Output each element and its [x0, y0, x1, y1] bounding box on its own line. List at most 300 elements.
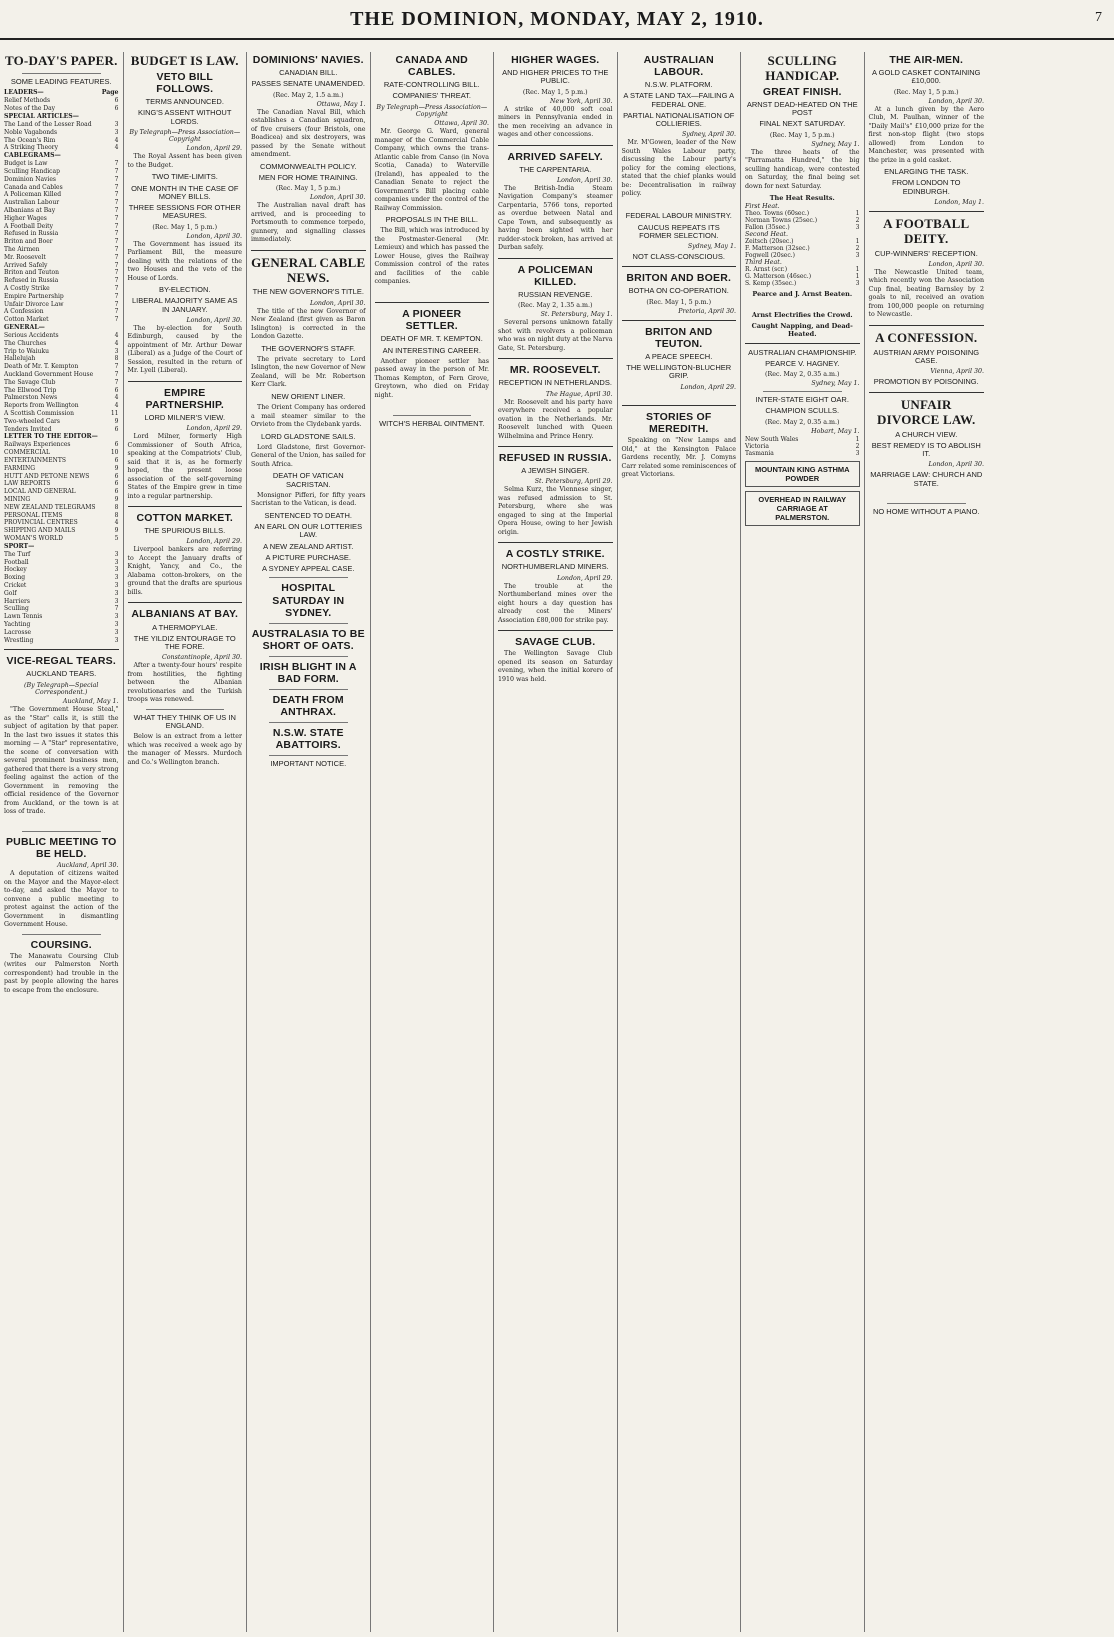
index-page: 3 — [114, 574, 119, 582]
index-page: 4 — [114, 394, 119, 402]
index-page: 6 — [114, 441, 119, 449]
index-entry — [4, 418, 119, 426]
agency-line: By Telegraph—Press Association—Copyright — [376, 103, 488, 118]
dateline-place: London, April 29. — [186, 425, 242, 433]
subheading: NORTHUMBERLAND MINERS. — [501, 562, 609, 572]
index-entry — [4, 207, 119, 215]
index-entry — [4, 308, 119, 316]
index-page: 7 — [114, 253, 119, 261]
index-label: Harriers — [4, 597, 30, 605]
hospital-saturday-heading: HOSPITAL SATURDAY IN SYDNEY. — [272, 582, 345, 619]
advert-heading: NO HOME WITHOUT A PIANO. — [872, 507, 980, 517]
index-label: Auckland Government House — [4, 370, 94, 378]
index-entry — [4, 512, 119, 520]
article-continuation — [869, 491, 985, 500]
subheading: DEATH OF MR. T. KEMPTON. — [380, 334, 483, 344]
state-results — [745, 436, 860, 457]
subheading: PROMOTION BY POISONING. — [873, 377, 979, 387]
index-page: 6 — [114, 105, 119, 113]
index-page: 7 — [114, 191, 119, 199]
index-page: 7 — [114, 284, 119, 292]
arrived-safely-heading: ARRIVED SAFELY. — [507, 150, 603, 163]
index-label: Wrestling — [4, 636, 34, 644]
index-entry — [4, 105, 119, 113]
index-label: A Costly Strike — [4, 284, 50, 292]
received-time: (Rec. May 2, 1.35 a.m.) — [518, 302, 593, 310]
subheading: WHAT THEY THINK OF US IN ENGLAND. — [133, 712, 236, 731]
index-entry — [4, 137, 119, 145]
index-label: Palmerston News — [4, 394, 58, 402]
index-page: 6 — [114, 386, 119, 394]
index-label: A Confession — [4, 308, 44, 316]
subheading: PASSES SENATE UNAMENDED. — [251, 79, 365, 89]
vice-regal-subheading: AUCKLAND TEARS. — [26, 669, 97, 679]
index-page: 7 — [114, 230, 119, 238]
subheading: A PICTURE PURCHASE. — [265, 552, 351, 562]
heat-table — [745, 238, 860, 259]
empire-partnership-heading: EMPIRE PARTNERSHIP. — [145, 386, 224, 411]
dateline-place: London, April 30. — [556, 176, 613, 184]
column-7 — [741, 52, 865, 1632]
column-6 — [618, 52, 742, 1632]
index-page: 7 — [114, 300, 119, 308]
anthrax-heading: DEATH FROM ANTHRAX. — [272, 693, 344, 718]
page-number: 7 — [1095, 10, 1102, 25]
subheading: LIBERAL MAJORITY SAME AS IN JANUARY. — [132, 296, 238, 314]
dateline: (By Telegraph—Special Correspondent.) — [24, 681, 99, 696]
subheading: A THERMOPYLAE. — [152, 622, 218, 632]
subheading: CANADIAN BILL. — [279, 68, 338, 78]
article-body: After a twenty-four hours' respite from hostilities, the fighting between the Albanian revolutionaries and the Turkish troops was renewed. — [127, 662, 242, 704]
dateline-place: London, April 30. — [928, 260, 984, 268]
contents-index — [4, 89, 119, 644]
heat-row: Norman Towns (25sec.) 2 — [745, 217, 860, 225]
index-entry — [4, 551, 119, 559]
index-entry — [4, 629, 119, 637]
subheading: FROM LONDON TO EDINBURGH. — [892, 178, 961, 196]
dateline-place: St. Petersburg, April 29. — [534, 478, 613, 486]
article-body: "The Government House Steal," as the "Star" calls it, is still the subject of agitation by that paper. In the last two issues it states this morning — A "Star" representative, the scene of conversation with several prominent business men, gathered that there is a very strong feeling against the action of the Government in removing the official residence of the Governor from Auckland, or the town is at loss of trade. — [4, 706, 119, 816]
article-body: The British-India Steam Navigation Company's steamer Carpentaria, 5766 tons, reported as overdue between Natal and Cape Town, and subsequently as having been sighted with her rudder-stock broken, has arrived at Durban safely. — [498, 184, 613, 252]
heat-name: Third Heat. — [745, 259, 782, 267]
index-entry — [4, 590, 119, 598]
subheading: THE WELLINGTON-BLUCHER GRIP. — [626, 363, 732, 381]
received-time: (Rec. May 1, 5 p.m.) — [646, 298, 712, 306]
general-cable-news-heading: GENERAL CABLE NEWS. — [251, 254, 366, 285]
article-continuation — [622, 482, 737, 491]
dateline-place: Sydney, May 1. — [687, 243, 736, 251]
article-body: The Newcastle United team, which recently won the Association Cup final, beating Barnsley by 2 goals to nil, received an ovation from 100,000 people on returning to Newcastle. — [868, 268, 984, 319]
index-label: PROVINCIAL CENTRES — [4, 519, 78, 527]
heat-name: First Heat. — [745, 203, 780, 211]
index-page: 9 — [114, 464, 119, 472]
subheading: FINAL NEXT SATURDAY. — [759, 119, 846, 129]
index-page: 3 — [114, 120, 119, 128]
index-entry — [4, 473, 119, 481]
subheading: RUSSIAN REVENGE. — [518, 290, 593, 299]
index-label: Cricket — [4, 581, 27, 589]
dateline-place: Sydney, May 1. — [811, 140, 860, 148]
index-entry — [4, 191, 119, 199]
index-page: 3 — [114, 636, 119, 644]
index-entry — [4, 340, 119, 348]
subheading: THE NEW GOVERNOR'S TITLE. — [252, 287, 364, 297]
heat-row: G. Matterson (46sec.) 1 — [745, 273, 860, 281]
index-entry — [4, 262, 119, 270]
coursing-heading: COURSING. — [30, 938, 92, 951]
index-label: HUTT AND PETONE NEWS — [4, 472, 90, 480]
meredith-heading: STORIES OF MEREDITH. — [646, 411, 712, 436]
article-body: Mr. M'Gowen, leader of the New South Wales Labour party, discussing the Labour party's policy for the coming elections, stated that the chief planks would be: Decentralisation in railway policy. — [621, 139, 736, 198]
dateline-place: Constantinople, April 30. — [161, 654, 242, 662]
index-label: Australian Labour — [4, 199, 60, 207]
advertisement — [745, 461, 860, 487]
subheading: INTER-STATE EIGHT OAR. — [755, 395, 849, 405]
subheading: PARTIAL NATIONALISATION OF COLLIERIES. — [623, 110, 735, 129]
article-body: Liverpool bankers are referring to Accept the January drafts of Knight, Yancy, and Co., the Alabama cotton-brokers, on the ground that the drafts are spurious bills. — [127, 546, 242, 596]
column-3 — [247, 52, 371, 1632]
column-2 — [124, 52, 248, 1632]
subheading: A PEACE SPEECH. — [645, 351, 713, 361]
index-page: 4 — [114, 136, 119, 144]
subheading: ARNST DEAD-HEATED ON THE POST — [746, 99, 858, 118]
subheading: ENLARGING THE TASK. — [884, 167, 969, 177]
state-row: Tasmania 3 — [745, 449, 860, 457]
subheading: THE YILDIZ ENTOURAGE TO THE FORE. — [133, 633, 236, 652]
subheading: PROPOSALS IN THE BILL. — [385, 215, 478, 225]
heat-row: Fallon (35sec.) 3 — [745, 224, 860, 232]
index-label: The Churches — [4, 339, 47, 347]
index-label: The Savage Club — [4, 378, 56, 386]
abattoirs-heading: N.S.W. STATE ABATTOIRS. — [272, 727, 344, 752]
index-entry — [4, 637, 119, 645]
subheading: SENTENCED TO DEATH. — [264, 510, 352, 520]
index-label: ENTERTAINMENTS — [4, 456, 66, 464]
index-page: 11 — [110, 409, 119, 417]
index-label: Noble Vagabonds — [4, 128, 58, 136]
great-finish-heading: GREAT FINISH. — [762, 85, 842, 98]
index-label: FARMING — [4, 464, 36, 472]
dateline-place: Hobart, May 1. — [811, 427, 860, 435]
index-entry — [4, 152, 119, 160]
index-entry — [4, 89, 119, 97]
index-page: 4 — [114, 402, 119, 410]
subheading: AUSTRIAN ARMY POISONING CASE. — [873, 347, 980, 366]
index-entry — [4, 316, 119, 324]
advert-heading: WITCH'S HERBAL OINTMENT. — [379, 418, 485, 428]
index-label: Golf — [4, 589, 17, 597]
received-time: (Rec. May 1, 5 p.m.) — [275, 185, 341, 193]
index-label: Unfair Divorce Law — [4, 300, 64, 308]
index-entry — [4, 184, 119, 192]
advertisement — [745, 491, 860, 526]
subheading: A CHURCH VIEW. — [895, 429, 958, 439]
index-page: 3 — [114, 597, 119, 605]
index-page: 8 — [114, 511, 119, 519]
dateline-place: London, April 30. — [309, 299, 366, 307]
subheading: FEDERAL LABOUR MINISTRY. — [625, 211, 732, 221]
subheading: LORD MILNER'S VIEW. — [144, 412, 226, 422]
index-label: Briton and Teuton — [4, 269, 60, 277]
dateline-place: Sydney, May 1. — [811, 380, 860, 388]
dateline-place: Vienna, April 30. — [930, 368, 984, 376]
index-entry — [4, 332, 119, 340]
index-label: The Turf — [4, 550, 31, 558]
article-continuation — [375, 289, 490, 298]
article-continuation — [622, 392, 737, 401]
cotton-market-heading: COTTON MARKET. — [136, 512, 234, 525]
received-time: (Rec. May 1, 5 p.m.) — [152, 223, 218, 231]
index-page: 7 — [114, 308, 119, 316]
index-entry — [4, 215, 119, 223]
index-page: 7 — [114, 363, 119, 371]
article-body: The trouble at the Northumberland mines over the eight hours a day question has already cost the Miners' Association £80,000 for strike pay. — [498, 582, 613, 624]
dateline-place: London, May 1. — [934, 198, 984, 206]
index-page: 7 — [114, 370, 119, 378]
index-entry — [4, 176, 119, 184]
subheading: COMPANIES' THREAT. — [392, 91, 472, 101]
index-label: Relief Methods — [4, 97, 51, 105]
navies-heading: DOMINIONS' NAVIES. — [252, 54, 364, 66]
index-page: 3 — [114, 128, 119, 136]
article-body: At a lunch given by the Aero Club, M. Paulhan, winner of the "Daily Mail's" £10,000 prize for the first non-stop flight (two stops allowed) from London to Manchester, was presented with the prize in a gold casket. — [868, 105, 984, 164]
column-8 — [865, 52, 989, 1632]
index-page: 7 — [114, 605, 119, 613]
budget-heading: BUDGET IS LAW. — [130, 53, 239, 68]
index-page: 7 — [114, 378, 119, 386]
index-page: 6 — [114, 97, 119, 105]
article-body: The Royal Assent has been given to the Budget. — [127, 153, 242, 169]
subheading: AN INTERESTING CAREER. — [382, 345, 481, 355]
confession-heading: A CONFESSION. — [875, 329, 978, 345]
heat-results — [745, 203, 860, 287]
heat-row: S. Kemp (35sec.) 3 — [745, 280, 860, 288]
index-label: Boxing — [4, 574, 26, 582]
football-deity-heading: A FOOTBALL DEITY. — [883, 215, 970, 246]
subheading: THE SPURIOUS BILLS. — [144, 526, 226, 536]
columns — [0, 52, 1114, 1632]
index-label: Arrived Safely — [4, 261, 48, 269]
index-label: LOCAL AND GENERAL — [4, 488, 76, 496]
index-entry — [4, 129, 119, 137]
index-page: 4 — [114, 144, 119, 152]
index-entry — [4, 433, 119, 441]
index-entry — [4, 160, 119, 168]
subheading: ONE MONTH IN THE CASE OF MONEY BILLS. — [131, 183, 239, 201]
subheading: BY-ELECTION. — [159, 285, 211, 295]
index-page: 3 — [114, 589, 119, 597]
article-body: Lord Gladstone, first Governor-General of the Union, has sailed for South Africa. — [251, 443, 366, 468]
index-page: 8 — [114, 355, 119, 363]
subheading: Arnst Electrifies the Crowd. — [751, 310, 853, 319]
index-entry — [4, 566, 119, 574]
index-label: Refused in Russia — [4, 230, 59, 238]
subheading: NOT CLASS-CONSCIOUS. — [632, 252, 725, 262]
index-page: 7 — [114, 183, 119, 191]
heat-row: Theo. Towns (60sec.) 1 — [745, 210, 860, 218]
costly-strike-heading: A COSTLY STRIKE. — [505, 548, 605, 561]
index-label: WOMAN'S WORLD — [4, 534, 63, 542]
article-body: The Bill, which was introduced by the Postmaster-General (Mr. Lemieux) and which has passed the Lower House, gives the Railway Commission control of the rates and facilities of the cable companies. — [374, 227, 489, 286]
subheading: RECEPTION IN NETHERLANDS. — [498, 378, 612, 388]
article-body: Mr. George G. Ward, general manager of the Commercial Cable Company, which owns the trans-Atlantic cable from Canso (in Nova Scotia, Canada) to Waterville (Ireland), has appealed to the Canadian Senate to reject the Government's Bill placing cable companies under the control of the Railway Commission. — [374, 128, 489, 212]
dateline-place: Ottawa, April 30. — [434, 120, 489, 128]
received-time: (Rec. May 1, 5 p.m.) — [893, 88, 959, 96]
index-entry — [4, 504, 119, 512]
dateline-place: London, April 29. — [680, 383, 736, 391]
subheading: MEN FOR HOME TRAINING. — [258, 172, 358, 182]
dateline-place: London, April 29. — [556, 574, 613, 582]
index-label: A Striking Theory — [4, 144, 59, 152]
index-page: 4 — [114, 331, 119, 339]
index-entry — [4, 254, 119, 262]
index-entry — [4, 605, 119, 613]
subheading: PEARCE V. HAGNEY. — [765, 358, 840, 368]
subheading: The Heat Results. — [769, 194, 835, 203]
index-entry — [4, 426, 119, 434]
heat-row: Fogwell (20sec.) 3 — [745, 252, 860, 260]
sculling-heading: SCULLING HANDICAP. — [765, 53, 840, 83]
index-label: A Football Deity — [4, 222, 53, 230]
index-page: 5 — [114, 534, 119, 542]
index-page: 3 — [114, 581, 119, 589]
article-body: The Orient Company has ordered a mail steamer similar to the Orvieto from the Clydebank yards. — [251, 404, 366, 429]
index-label: Hallelujah — [4, 355, 36, 363]
newspaper-title: THE DOMINION, MONDAY, MAY 2, 1910. — [350, 7, 764, 30]
briton-teuton-heading: BRITON AND TEUTON. — [645, 325, 713, 350]
subheading: CHAMPION SCULLS. — [765, 406, 840, 416]
index-label: PERSONAL ITEMS — [4, 511, 63, 519]
received-time: (Rec. May 1, 5 p.m.) — [769, 131, 835, 139]
advert-title: OVERHEAD IN RAILWAY CARRIAGE AT PALMERSTON. — [758, 494, 847, 522]
index-label: The Land of the Lesser Road — [4, 120, 92, 128]
column-4 — [371, 52, 495, 1632]
dateline-place: Sydney, April 30. — [681, 131, 736, 139]
index-label: Lacrosse — [4, 628, 32, 636]
heat-row: Zeitsch (20sec.) 1 — [745, 238, 860, 246]
index-page: 7 — [114, 269, 119, 277]
subheading: NEW ORIENT LINER. — [271, 391, 346, 401]
index-label: Hockey — [4, 566, 27, 574]
policeman-killed-heading: A POLICEMAN KILLED. — [517, 263, 593, 288]
index-label: Sculling Handicap — [4, 167, 60, 175]
index-label: Yachting — [4, 620, 31, 628]
index-page: 7 — [114, 175, 119, 183]
article-body: The private secretary to Lord Islington, the new Governor of New Zealand, will be Mr. Robertson Kerr Clark. — [251, 355, 366, 389]
index-entry — [4, 465, 119, 473]
index-entry — [4, 97, 119, 105]
index-entry — [4, 598, 119, 606]
index-label: LEADERS— — [4, 89, 44, 97]
index-page: 7 — [114, 245, 119, 253]
article-body: Monsignor Pifferi, for fifty years Sacristan to the Vatican, is dead. — [251, 491, 366, 508]
index-entry — [4, 355, 119, 363]
index-page: 9 — [114, 417, 119, 425]
index-page: 7 — [114, 214, 119, 222]
subheading: A NEW ZEALAND ARTIST. — [263, 541, 354, 551]
index-entry — [4, 269, 119, 277]
column-5 — [494, 52, 618, 1632]
index-label: Trip to Waiuku — [4, 347, 49, 355]
index-entry — [4, 527, 119, 535]
index-page: 7 — [114, 277, 119, 285]
article-body: The three heats of the "Parramatta Hundred," the big sculling handicap, were contested on Saturday, the final being set down for next Saturday. — [745, 148, 860, 190]
subheading: A STATE LAND TAX—FAILING A FEDERAL ONE. — [623, 91, 735, 109]
subheading: THREE SESSIONS FOR OTHER MEASURES. — [128, 203, 241, 221]
subheading: TERMS ANNOUNCED. — [145, 97, 224, 107]
subheading: MARRIAGE LAW: CHURCH AND STATE. — [870, 470, 983, 488]
index-label: SHIPPING AND MAILS — [4, 527, 76, 535]
heat-row: R. Arnst (scr.) 1 — [745, 266, 860, 274]
article-body: The Wellington Savage Club opened its season on Saturday evening, when the initial korero of 1910 was held. — [498, 650, 613, 683]
index-entry — [4, 449, 119, 457]
australian-labour-heading: AUSTRALIAN LABOUR. — [643, 54, 714, 79]
dateline-place: Pretoria, April 30. — [678, 307, 736, 315]
index-entry — [4, 402, 119, 410]
index-page: 8 — [114, 503, 119, 511]
index-entry — [4, 199, 119, 207]
dateline-place: London, April 30. — [186, 232, 242, 240]
index-entry — [4, 613, 119, 621]
index-page: Page — [101, 89, 119, 97]
index-entry — [4, 285, 119, 293]
index-page: 3 — [114, 558, 119, 566]
index-label: The Ellwood Trip — [4, 386, 57, 394]
index-page: 9 — [114, 527, 119, 535]
dateline-place: Auckland, April 30. — [57, 862, 119, 870]
index-entry — [4, 519, 119, 527]
subheading: LORD GLADSTONE SAILS. — [261, 431, 356, 441]
state-row: New South Wales 1 — [745, 435, 860, 443]
index-page: 7 — [114, 167, 119, 175]
subheading: AN EARL ON OUR LOTTERIES LAW. — [254, 522, 363, 540]
index-entry — [4, 387, 119, 395]
index-entry — [4, 348, 119, 356]
index-entry — [4, 371, 119, 379]
index-entry — [4, 144, 119, 152]
subheading: COMMONWEALTH POLICY. — [260, 161, 357, 171]
index-label: Empire Partnership — [4, 292, 64, 300]
subheading: AUSTRALIAN CHAMPIONSHIP. — [748, 347, 857, 357]
dateline-place: Ottawa, May 1. — [316, 100, 366, 108]
article-body: The Canadian Naval Bill, which establishes a Canadian squadron, of five cruisers (four Bristols, one Boadicea) and six destroyers, was passed by the Senate without amendment. — [251, 108, 366, 159]
dateline-place: St. Petersburg, May 1. — [540, 311, 613, 319]
heat-name: Second Heat. — [745, 231, 788, 239]
todays-paper-heading: TO-DAY'S PAPER. — [4, 53, 118, 68]
index-label: Lawn Tennis — [4, 613, 43, 621]
article-body: A strike of 40,000 soft coal miners in Pennsylvania ended in the men receiving an advance in wages and other concessions. — [498, 105, 613, 139]
index-page: 3 — [114, 566, 119, 574]
index-label: Albanians at Bay — [4, 206, 56, 214]
index-label: SPECIAL ARTICLES— — [4, 112, 79, 120]
dateline-place: London, April 29. — [186, 538, 242, 546]
index-entry — [4, 480, 119, 488]
index-entry — [4, 238, 119, 246]
subheading: Pearce and J. Arnst Beaten. — [752, 290, 853, 299]
subheading: THE CARPENTARIA. — [519, 164, 592, 174]
index-label: Cotton Market — [4, 316, 49, 324]
dateline-place: London, April 29. — [186, 145, 242, 153]
index-label: Reports from Wellington — [4, 402, 79, 410]
article-body: The title of the new Governor of New Zealand (first given as Baron Islington) is corrected in the London Gazette. — [251, 307, 366, 341]
subheading: DEATH OF VATICAN SACRISTAN. — [272, 471, 344, 489]
index-label: Canada and Cables — [4, 183, 63, 191]
index-page: 10 — [110, 449, 119, 457]
index-label: GENERAL— — [4, 323, 45, 331]
article-body: Speaking on "New Lamps and Old," at the Kensington Palace Gardens recently, Mr. J. Comyns Carr related some reminiscences of great Victorians. — [621, 437, 736, 479]
index-entry — [4, 457, 119, 465]
dateline-place: London, April 30. — [186, 316, 242, 324]
